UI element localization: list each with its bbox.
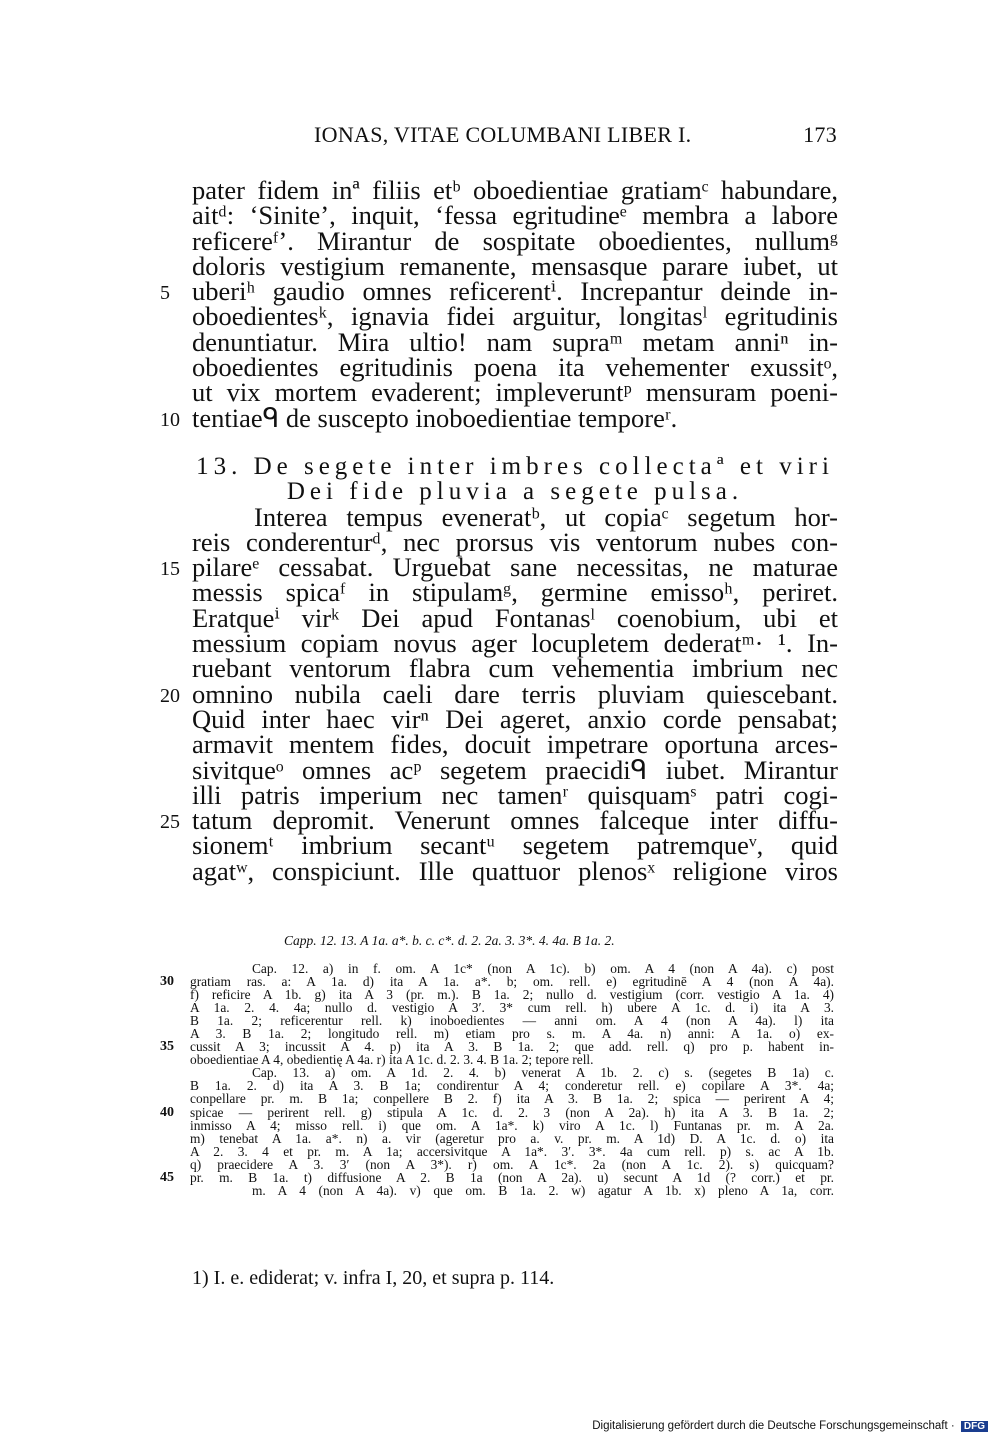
line-number: 20 [160, 684, 180, 707]
line-number: 10 [160, 408, 180, 431]
apparatus-line-text: f) reficire A 1b. g) ita A 3 (pr. m.). B 1a. 2; nullo d. vestigium (corr. vestigio A 1a. 4) [190, 987, 834, 1003]
text-line-text: messis spicaᶠ in stipulamᵍ, germine emissoʰ, periret. [192, 577, 838, 608]
text-line-text: omnino nubila caeli dare terris pluviam quiescebant. [192, 678, 838, 709]
text-line [192, 855, 838, 886]
apparatus-line-text: A 1a. 2. 4. 4a; nullo d. vestigio A 3′. 3* cum rell. h) ubere A 1c. d. i) ita A 3. [190, 1000, 834, 1016]
text-line-text: Eratqueⁱ virᵏ Dei apud Fontanasˡ coenobium, ubi et [192, 602, 838, 633]
line-number: 15 [160, 558, 180, 581]
apparatus-line-text: gratiam ras. a: A 1a. d) ita A 1a. a*. b; om. rell. e) egritudinē A 4 (non A 4a). [190, 974, 834, 990]
footnote: 1) I. e. ediderat; v. infra I, 20, et supra p. 114. [192, 1267, 555, 1289]
apparatus-line-text: inmisso A 4; misso rell. i) que om. A 1a*. k) viro A 1c. l) Funtanas pr. m. A 2a. [190, 1117, 834, 1133]
apparatus-line-text: m. A 4 (non A 4a). v) que om. B 1a. 2. w) agatur A 1b. x) pleno A 1a, corr. [252, 1182, 834, 1198]
digitization-credit [592, 1420, 988, 1432]
text-line-text: tentiaeᑫ de suscepto inoboedientiae temporeʳ. [192, 402, 678, 433]
apparatus-line-text: m) tenebat A 1a. a*. n) a. vir (ageretur pro a. v. pr. m. A 1d) D. A 1c. d. o) ita [190, 1130, 834, 1146]
text-line-text: reis conderenturᵈ, nec prorsus vis ventorum nubes con- [192, 526, 838, 557]
text-line-text: Dei fide pluvia a segete pulsa. [286, 478, 744, 506]
apparatus-line-text: Cap. 12. a) in f. om. A 1c* (non A 1c). b) om. A 4 (non A 4a). c) post [252, 961, 834, 976]
line-number: 30 [160, 974, 174, 990]
text-line-text: sivitqueᵒ omnes acᵖ segetem praecidiᑫ iubet. Mirantur [192, 754, 838, 785]
text-line-text: aitᵈ: ‘Sinite’, inquit, ‘fessa egritudineᵉ membra a labore [192, 200, 838, 231]
running-header [314, 122, 837, 154]
page-number: 173 [803, 122, 837, 147]
apparatus-line-text: Cap. 13. a) om. A 1d. 2. 4. b) venerat A 1b. 2. c) s. (segetes B 1a) c. [252, 1065, 834, 1081]
apparatus-line-text: q) praecidere A 3. 3′ (non A 3*). r) om. A 1c*. 2a (non A 1c. 2). s) quicquam? [190, 1156, 834, 1172]
running-title: IONAS, VITAE COLUMBANI LIBER I. [314, 122, 692, 147]
text-line [160, 402, 838, 433]
text-line-text: ut vix mortem evaderent; impleveruntᵖ mensuram poeni- [192, 377, 838, 408]
line-number: 40 [160, 1104, 174, 1120]
text-line-text: uberiʰ gaudio omnes reficerentⁱ. Increpantur deinde in- [192, 276, 838, 307]
line-number: 35 [160, 1039, 174, 1055]
text-line-text: messium copiam novus ager locupletem dederatᵐ· ¹. In- [192, 628, 838, 659]
line-number: 5 [160, 282, 170, 305]
text-line-text: ruebant ventorum flabra cum vehementia imbrium nec [192, 653, 838, 684]
text-line-text: pater fidem inª filiis etᵇ oboedientiae gratiamᶜ habundare, [192, 175, 838, 205]
credit-text: Digitalisierung gefördert durch die Deutsche Forschungsgemeinschaft · [592, 1420, 955, 1432]
text-line-text: 13. De segete inter imbres collectaª et viri [196, 452, 834, 480]
apparatus-line [190, 1184, 834, 1197]
text-line-text: doloris vestigium remanente, mensasque parare iubet, ut [192, 250, 838, 281]
text-line-text: reficereᶠ’. Mirantur de sospitate oboedientes, nullumᵍ [192, 225, 838, 256]
text-line-text: tatum depromit. Venerunt omnes falceque inter diffu- [192, 805, 838, 836]
text-line-text: oboedientesᵏ, ignavia fidei arguitur, longitasˡ egritudinis [192, 301, 838, 332]
manuscript-sigla-line: Capp. 12. 13. A 1a. a*. b. c. c*. d. 2. 2a. 3. 3*. 4. 4a. B 1a. 2. [284, 933, 615, 948]
apparatus-line-text: cussit A 3; incussit A 4. p) ita A 3. B 1a. 2; que add. rell. q) pro p. habent in- [190, 1039, 834, 1055]
apparatus-line-text: B 1a. 2; reficerentur rell. k) inoboedientes — anni om. A 4 (non A 4a). l) ita [190, 1013, 834, 1029]
line-number: 45 [160, 1169, 174, 1185]
apparatus-line-text: pr. m. B 1a. t) diffusione A 2. B 1a (non A 2a). u) secunt A 1d (? corr.) et pr. [190, 1169, 834, 1185]
section-gap [192, 431, 838, 454]
text-line-text: armavit mentem fides, docuit impetrare oportuna arces- [192, 729, 838, 760]
text-line-text: Quid inter haec virⁿ Dei ageret, anxio corde pensabat; [192, 703, 838, 734]
apparatus-line-text: A 2. 3. 4 et pr. m. A 1a; accersivitque A 1a*. 3′. 3*. 4a cum rell. p) s. ac A 1b. [190, 1143, 834, 1159]
text-line-text: pilareᵉ cessabat. Urguebat sane necessitas, ne maturae [192, 552, 838, 583]
line-number: 25 [160, 811, 180, 834]
text-line-text: denuntiatur. Mira ultio! nam supraᵐ metam anniⁿ in- [192, 326, 838, 357]
text-line-text: Interea tempus eveneratᵇ, ut copiaᶜ segetum hor- [254, 501, 838, 532]
text-line-text: illi patris imperium nec tamenʳ quisquamˢ patri cogi- [192, 779, 838, 810]
dfg-logo-icon: DFG [961, 1421, 988, 1432]
critical-apparatus [160, 961, 834, 1198]
apparatus-line-text: oboedientiae A 4, obedientię A 4a. r) ita A 1c. d. 2. 3. 4. B 1a. 2; tepore rell. [190, 1052, 594, 1068]
apparatus-line-text: spicae — perirent rell. g) stipula A 1c. d. 2. 3 (non A 2a). h) ita A 3. B 1a. 2; [190, 1104, 834, 1120]
text-line-text: sionemᵗ imbrium secantᵘ segetem patremqueᵛ, quid [192, 830, 838, 861]
text-line-text: oboedientes egritudinis poena ita vehementer exussitᵒ, [192, 352, 838, 383]
text-line-text: agatʷ, conspiciunt. Ille quattuor plenosˣ religione viros [192, 855, 838, 886]
apparatus-line-text: conpellare pr. m. B 1a; conpellere B 2. f) ita A 3. B 1a. 2; spica — perirent A 4; [190, 1091, 834, 1107]
apparatus-line-text: B 1a. 2. d) ita A 3. B 1a; condirentur A 4; conderetur rell. e) copilare A 3*. 4a; [190, 1078, 834, 1094]
apparatus-line-text: A 3. B 1a. 2; longitudo rell. m) etiam pro s. m. A 4a. n) anni: A 1a. o) ex- [190, 1026, 834, 1042]
main-text [160, 175, 838, 886]
text-line [192, 454, 838, 479]
